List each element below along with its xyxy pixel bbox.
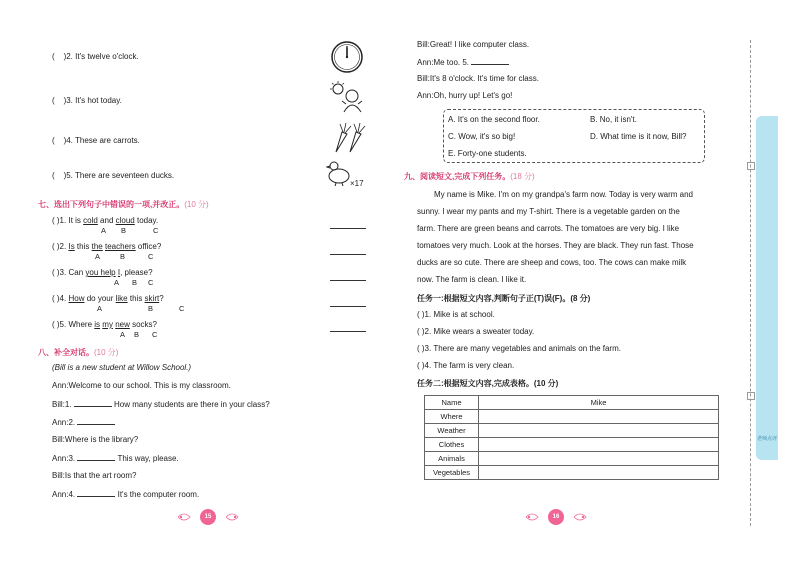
- option-b: B. No, it isn't.: [590, 115, 637, 124]
- carrots-icon: [330, 122, 366, 154]
- table-row: [425, 424, 719, 438]
- dialog-line: Ann:2.: [52, 417, 115, 427]
- label-a: A: [97, 304, 103, 313]
- row-label: Vegetables: [425, 466, 479, 480]
- label-b: B: [132, 278, 138, 287]
- passage-line: My name is Mike. I'm on my grandpa's farm now. Today is very warm and: [434, 190, 693, 199]
- answer-line[interactable]: [330, 306, 366, 307]
- label-b: B: [120, 252, 126, 261]
- answer-cell[interactable]: [479, 438, 719, 452]
- table-row: [425, 452, 719, 466]
- answer-cell[interactable]: [479, 410, 719, 424]
- sec7-item-3: ( )3. Can you help I, please?: [52, 268, 153, 277]
- answer-cell[interactable]: [479, 452, 719, 466]
- q6-item-4: ( )4. These are carrots.: [52, 136, 140, 145]
- side-tab: [756, 116, 778, 460]
- blank-5[interactable]: [471, 57, 509, 65]
- dialog-line: Bill:Is that the art room?: [52, 471, 137, 480]
- answer-line[interactable]: [330, 331, 366, 332]
- table-row: [425, 438, 719, 452]
- sec7-item-4: ( )4. How do your like this skirt?: [52, 294, 164, 303]
- label-b: B: [134, 330, 140, 339]
- answer-line[interactable]: [330, 254, 366, 255]
- task-1-title: 任务一:根据短文内容,判断句子正(T)误(F)。(8 分): [417, 294, 591, 303]
- label-c: C: [153, 226, 159, 235]
- q6-item-5: ( )5. There are seventeen ducks.: [52, 171, 175, 180]
- dialog-intro: (Bill is a new student at Willow School.): [52, 363, 192, 372]
- passage-line: farm. There are green beans and carrots. The tomatoes are very big. I like: [417, 224, 680, 233]
- passage-line: ducks are so cute. There are sheep and cows, too. The cows can make milk: [417, 258, 687, 267]
- table-row: [425, 466, 719, 480]
- label-c: C: [179, 304, 185, 313]
- section-7-title: 七、选出下列句子中错误的一项,并改正。(10 分): [38, 200, 209, 209]
- answer-cell[interactable]: [479, 466, 719, 480]
- blank-4[interactable]: [77, 489, 115, 497]
- tf-item-4: ( )4. The farm is very clean.: [417, 361, 515, 370]
- passage-line: now. The farm is clean. I like it.: [417, 275, 527, 284]
- dialog-line: Bill:It's 8 o'clock. It's time for class.: [417, 74, 539, 83]
- tf-item-2: ( )2. Mike wears a sweater today.: [417, 327, 535, 336]
- dialog-line: Ann:Me too. 5.: [417, 57, 509, 67]
- row-label: Clothes: [425, 438, 479, 452]
- table-row: [425, 410, 719, 424]
- label-c: C: [148, 278, 154, 287]
- label-c: C: [152, 330, 158, 339]
- row-label: Where: [425, 410, 479, 424]
- page-number-left: 15: [200, 509, 216, 525]
- answer-line[interactable]: [330, 280, 366, 281]
- passage-line: sunny. I wear my pants and my T-shirt. There is a vegetable garden on the: [417, 207, 680, 216]
- side-tab-label: 老师点评: [757, 436, 778, 442]
- label-a: A: [101, 226, 107, 235]
- dialog-line: Bill:Where is the library?: [52, 435, 139, 444]
- clock-icon: [330, 40, 364, 74]
- task-2-title: 任务二:根据短文内容,完成表格。(10 分): [417, 379, 559, 388]
- section-8-title: 八、补全对话。(10 分): [38, 348, 119, 357]
- label-a: A: [114, 278, 120, 287]
- binding-line: [750, 40, 751, 526]
- option-e: E. Forty-one students.: [448, 149, 527, 158]
- answer-line[interactable]: [330, 228, 366, 229]
- blank-1[interactable]: [74, 399, 112, 407]
- ducks-count: ×17: [350, 179, 364, 188]
- q6-item-3: ( )3. It's hot today.: [52, 96, 122, 105]
- page-number-right: 16: [548, 509, 564, 525]
- label-c: C: [148, 252, 154, 261]
- dialog-line: Ann:4. It's the computer room.: [52, 490, 200, 499]
- label-b: B: [121, 226, 127, 235]
- tf-item-3: ( )3. There are many vegetables and animals on the farm.: [417, 344, 621, 353]
- label-a: A: [95, 252, 101, 261]
- duck-icon: [326, 158, 352, 186]
- dialog-line: Bill:Great! I like computer class.: [417, 40, 530, 49]
- sec7-item-1: ( )1. It is cold and cloud today.: [52, 216, 159, 225]
- section-9-title: 九、阅读短文,完成下列任务。(18 分): [404, 172, 535, 181]
- hot-weather-icon: [328, 80, 366, 114]
- tf-item-1: ( )1. Mike is at school.: [417, 310, 495, 319]
- info-table: [424, 395, 719, 480]
- binding-mark: [747, 392, 755, 400]
- answer-cell[interactable]: [479, 424, 719, 438]
- table-row: [425, 396, 719, 410]
- sec7-item-5: ( )5. Where is my new socks?: [52, 320, 157, 329]
- binding-mark: [747, 162, 755, 170]
- q6-item-2: ( )2. It's twelve o'clock.: [52, 52, 139, 61]
- option-c: C. Wow, it's so big!: [448, 132, 516, 141]
- dialog-line: Bill:1. How many students are there in your class?: [52, 400, 270, 409]
- sec7-item-2: ( )2. Is this the teachers office?: [52, 242, 162, 251]
- label-b: B: [148, 304, 154, 313]
- option-a: A. It's on the second floor.: [448, 115, 540, 124]
- blank-3[interactable]: [77, 453, 115, 461]
- blank-2[interactable]: [77, 417, 115, 425]
- row-label: Weather: [425, 424, 479, 438]
- label-a: A: [120, 330, 126, 339]
- dialog-line: Ann:3. This way, please.: [52, 454, 179, 463]
- passage-line: tomatoes very much. Look at the horses. They are black. They run fast. Those: [417, 241, 694, 250]
- dialog-line: Ann:Welcome to our school. This is my classroom.: [52, 381, 231, 390]
- dialog-line: Ann:Oh, hurry up! Let's go!: [417, 91, 513, 100]
- table-header-mike: Mike: [479, 396, 719, 410]
- table-header-name: Name: [425, 396, 479, 410]
- row-label: Animals: [425, 452, 479, 466]
- option-d: D. What time is it now, Bill?: [590, 132, 687, 141]
